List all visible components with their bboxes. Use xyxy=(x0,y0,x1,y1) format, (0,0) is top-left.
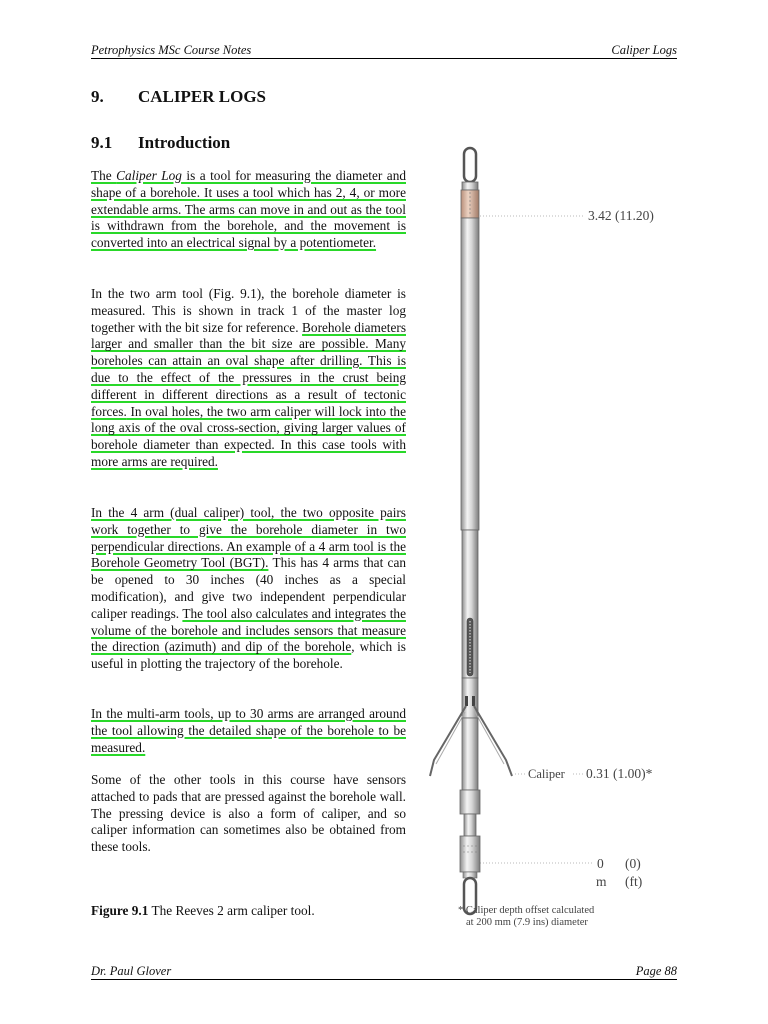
caliper-offset-label: 0.31 (1.00)* xyxy=(586,766,653,781)
p2-text-a: In the two arm tool (Fig. 9.1), the borehole diameter is measured. This is shown in track 1 of the master log together with the bit size for reference. xyxy=(91,286,406,335)
section-number: 9. xyxy=(91,87,104,106)
bottom-connector xyxy=(460,836,480,872)
top-loop xyxy=(464,148,476,182)
unit-m-label: m xyxy=(596,874,607,889)
caliper-tool-figure xyxy=(420,140,680,940)
page-footer xyxy=(91,964,677,980)
paragraph-3 xyxy=(91,505,406,673)
figure-caption xyxy=(91,903,315,919)
p3-highlight-a: In the 4 arm (dual caliper) tool, the two opposite pairs work together to give the borehole diameter in two perpendicular directions. xyxy=(91,505,406,554)
header-chapter-title: Caliper Logs xyxy=(611,43,677,57)
caliper-tool-drawing xyxy=(420,140,680,940)
header-course-title: Petrophysics MSc Course Notes xyxy=(91,43,252,57)
section-title: CALIPER LOGS xyxy=(138,87,266,106)
caliper-word-label: Caliper xyxy=(528,767,565,781)
unit-ft-label: (ft) xyxy=(625,874,643,889)
caption-text: The Reeves 2 arm caliper tool. xyxy=(148,903,315,918)
subsection-heading xyxy=(91,133,230,153)
zero-m-label: 0 xyxy=(597,856,604,871)
caption-label: Figure 9.1 xyxy=(91,903,149,918)
p5-text: Some of the other tools in this course have sensors attached to pads that are pressed against the borehole wall. The pressing device is also a form of caliper, and so caliper information can sometimes also be obtained from these tools. xyxy=(91,772,406,855)
offset-note-line2: at 200 mm (7.9 ins) diameter xyxy=(466,917,588,928)
paragraph-1 xyxy=(91,168,406,252)
p3-highlight-b: An example of a 4 arm tool is the Borehole Geometry Tool (BGT). xyxy=(91,538,406,571)
offset-note-line1: * Caliper depth offset calculated xyxy=(458,905,595,916)
p3-text-e: , which is useful in plotting the trajectory of the borehole. xyxy=(91,639,406,672)
section-heading xyxy=(91,87,266,107)
p1-text-c: is a tool for measuring the diameter and shape of a borehole. It uses a tool which has 2, 4, or more extendable arms. The arms can move in and out as the tool is withdrawn from the borehole, and the movement is converted into an electrical signal by a potentiometer. xyxy=(91,168,406,251)
p4-text: In the multi-arm tools, up to 30 arms are arranged around the tool allowing the detailed shape of the borehole to be measured. xyxy=(91,706,406,755)
zero-ft-label: (0) xyxy=(625,856,641,871)
caliper-arm-right xyxy=(474,706,512,776)
p2-highlight: Borehole diameters larger and smaller than the bit size are possible. Many boreholes can attain an oval shape after drilling. This is due to the effect of the pressures in the crust being different in different directions as a result of tectonic forces. xyxy=(91,319,406,419)
footer-page-number: Page 88 xyxy=(635,964,677,978)
paragraph-5 xyxy=(91,772,406,856)
caliper-arm-left xyxy=(430,706,466,776)
subsection-number: 9.1 xyxy=(91,133,113,152)
upper-body xyxy=(461,218,479,530)
paragraph-4 xyxy=(91,706,406,756)
page-header xyxy=(91,42,677,59)
footer-author: Dr. Paul Glover xyxy=(91,964,172,978)
paragraph-2 xyxy=(91,286,406,471)
p1-text-a: The xyxy=(91,168,117,183)
p1-caliper-log-term: Caliper Log xyxy=(116,168,182,183)
p2-text-c: In oval holes, the two arm caliper will lock into the long axis of the oval cross-section, giving larger values of borehole diameter than expected. In this case tools with more arms are required. xyxy=(91,403,406,469)
p3-text-c: This has 4 arms that can be opened to 30 inches (40 inches as a special modification), and give two independent perpendicular caliper readings. xyxy=(91,555,406,621)
subsection-title: Introduction xyxy=(138,133,231,152)
top-dimension-label: 3.42 (11.20) xyxy=(588,208,654,223)
p3-highlight-d: The tool also calculates and integrates the volume of the borehole and includes sensors that measure the direction (azimuth) and dip of the borehole xyxy=(91,605,406,655)
